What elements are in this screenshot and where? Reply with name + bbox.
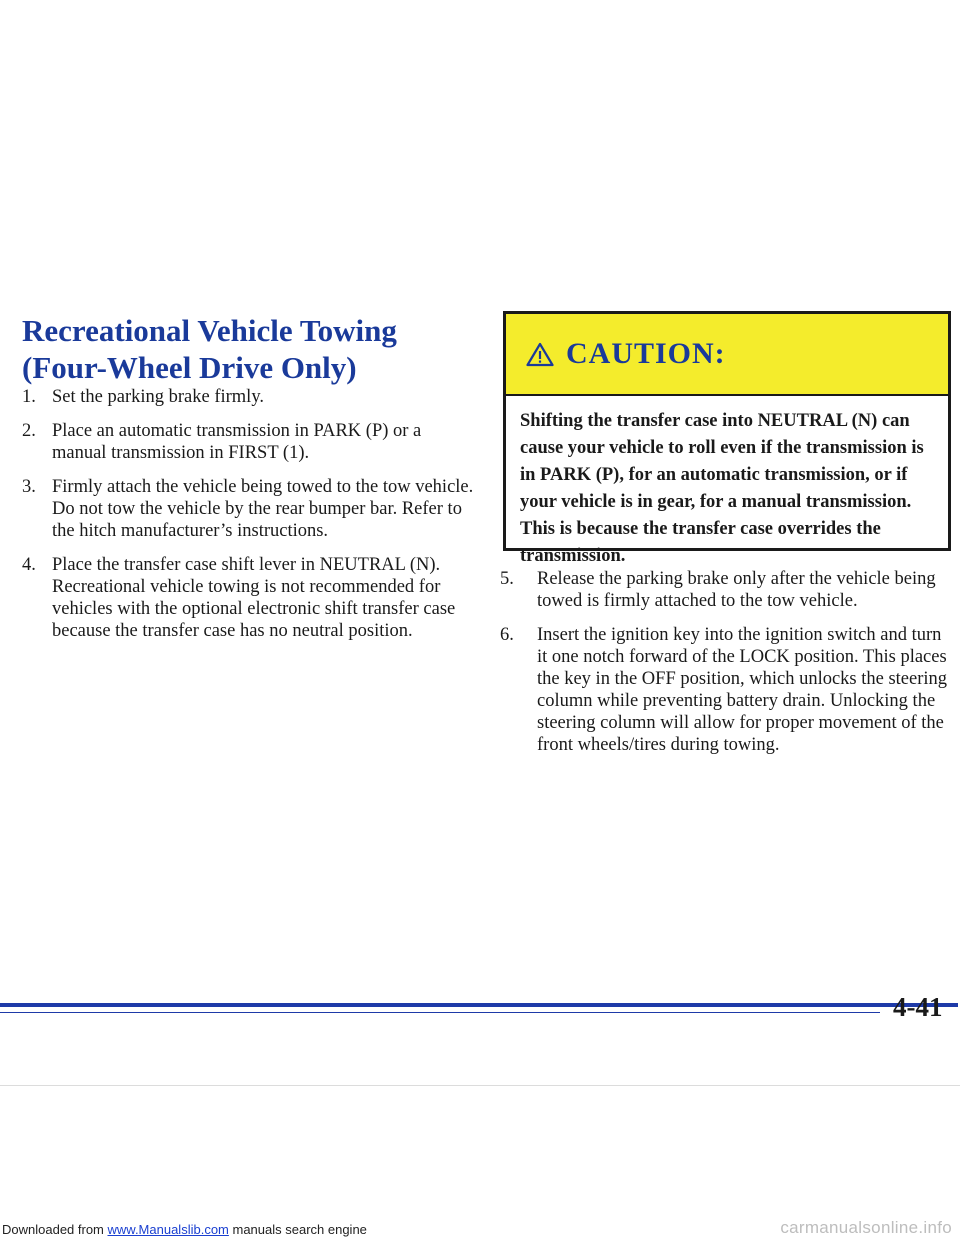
step-number: 2. (22, 421, 36, 441)
footer-suffix: manuals search engine (228, 1222, 367, 1237)
step-item (500, 624, 952, 756)
step-item (500, 568, 952, 612)
step-text: Release the parking brake only after the vehicle being towed is firmly attached to the tow vehicle. (537, 569, 936, 611)
step-number: 1. (22, 387, 36, 407)
step-number: 6. (500, 625, 514, 645)
footer-rule-thin (0, 1012, 880, 1013)
section-heading-line-1: Recreational Vehicle Towing (22, 313, 397, 348)
page-number: 4-41 (893, 992, 943, 1022)
caution-header (506, 314, 948, 396)
step-item (22, 554, 480, 642)
step-item (22, 386, 480, 408)
steps-list-right (500, 568, 952, 768)
caution-title: CAUTION: (566, 337, 726, 370)
step-text: Firmly attach the vehicle being towed to the tow vehicle. Do not tow the vehicle by the rear bumper bar. Refer to the hitch manufacturer’s instructions. (52, 477, 474, 541)
footer-prefix: Downloaded from (2, 1222, 108, 1237)
watermark-text: carmanualsonline.info (780, 1218, 952, 1237)
step-number: 5. (500, 569, 514, 589)
step-text: Place the transfer case shift lever in NEUTRAL (N). Recreational vehicle towing is not recommended for vehicles with the optional electronic shift transfer case because the transfer case has no neutral position. (52, 555, 456, 641)
caution-text: Shifting the transfer case into NEUTRAL (N) can cause your vehicle to roll even if the transmission is in PARK (P), for an automatic transmission, or if your vehicle is in gear, for a manual transmission. This is because the transfer case overrides the transmission. (520, 411, 924, 566)
manualslib-link[interactable]: www.Manualslib.com (107, 1222, 229, 1237)
step-number: 4. (22, 555, 36, 575)
step-number: 3. (22, 477, 36, 497)
scan-line (0, 1085, 960, 1086)
step-item (22, 420, 480, 464)
download-footer (2, 1222, 367, 1237)
caution-box (503, 311, 951, 566)
step-text: Set the parking brake firmly. (52, 387, 265, 407)
steps-list-left (22, 386, 480, 654)
warning-triangle-icon (526, 342, 554, 367)
step-item (22, 476, 480, 542)
step-text: Insert the ignition key into the ignition switch and turn it one notch forward of the LOCK position. This places the key in the OFF position, which unlocks the steering column while preventing battery drain. Unlocking the steering column will allow for proper movement of the front wheels/tires during towing. (537, 625, 948, 755)
section-heading (22, 312, 472, 386)
section-heading-line-2: (Four-Wheel Drive Only) (22, 350, 357, 385)
step-text: Place an automatic transmission in PARK (P) or a manual transmission in FIRST (1). (52, 421, 422, 463)
footer-rule (0, 1003, 958, 1007)
